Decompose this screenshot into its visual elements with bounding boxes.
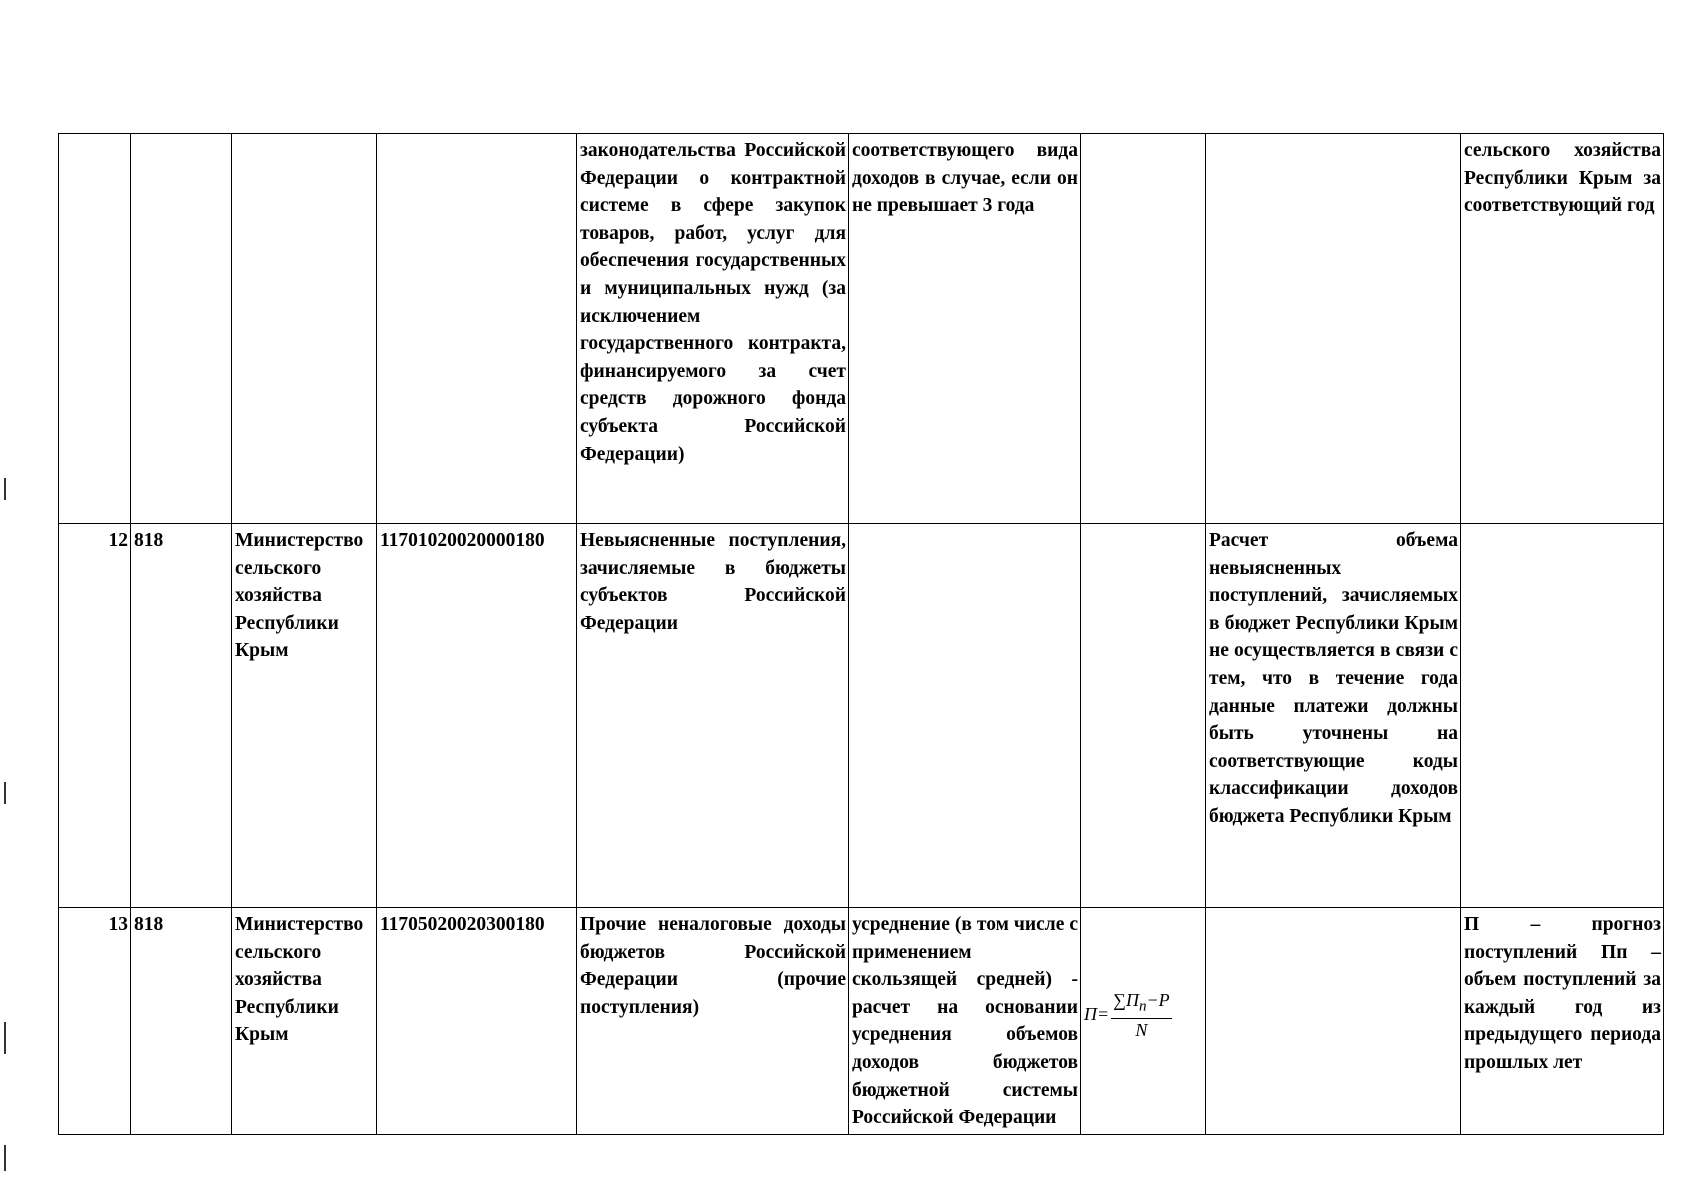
- row-number: 12: [59, 524, 131, 908]
- formula-denominator: N: [1135, 1019, 1148, 1040]
- note-cell: [1206, 134, 1461, 524]
- formula-fraction: [1111, 989, 1172, 1041]
- forecast-formula: [1084, 989, 1203, 1041]
- table-row: [59, 134, 1664, 524]
- administrator-cell: Министерство сельского хозяйства Республики Крым: [232, 908, 377, 1135]
- revenue-name-cell: Невыясненные поступления, зачисляемые в бюджеты субъектов Российской Федерации: [577, 524, 849, 908]
- row-number: 13: [59, 908, 131, 1135]
- formula-cell: [1081, 908, 1206, 1135]
- formula-numerator: [1111, 989, 1172, 1019]
- administrator-cell: [232, 134, 377, 524]
- formula-minus-term: −P: [1146, 990, 1170, 1010]
- method-cell: соответствующего вида доходов в случае, если он не превышает 3 года: [849, 134, 1081, 524]
- formula-lhs: П=: [1084, 1004, 1110, 1024]
- code-cell: 818: [131, 908, 232, 1135]
- kbk-cell: [377, 134, 577, 524]
- revenue-forecast-table: [58, 133, 1664, 1135]
- description-cell: П – прогноз поступлений Пп – объем поступлений за каждый год из предыдущего периода прошлых лет: [1461, 908, 1664, 1135]
- scan-artifact-mark: [4, 782, 6, 804]
- formula-cell: [1081, 134, 1206, 524]
- table-row: [59, 908, 1664, 1135]
- row-number: [59, 134, 131, 524]
- scan-artifact-mark: [4, 1022, 6, 1054]
- table-row: [59, 524, 1664, 908]
- formula-cell: [1081, 524, 1206, 908]
- kbk-cell: 11705020020300180: [377, 908, 577, 1135]
- code-cell: 818: [131, 524, 232, 908]
- revenue-name-cell: законодательства Российской Федерации о контрактной системе в сфере закупок товаров, работ, услуг для обеспечения государственных и муниципальных нужд (за исключением государственного контракта, финансируемого за счет средств дорожного фонда субъекта Российской Федерации): [577, 134, 849, 524]
- scan-artifact-mark: [4, 478, 6, 500]
- revenue-name-cell: Прочие неналоговые доходы бюджетов Российской Федерации (прочие поступления): [577, 908, 849, 1135]
- kbk-cell: 11701020020000180: [377, 524, 577, 908]
- method-cell: [849, 524, 1081, 908]
- scan-artifact-mark: [4, 1145, 6, 1171]
- note-cell: [1206, 908, 1461, 1135]
- administrator-cell: Министерство сельского хозяйства Республики Крым: [232, 524, 377, 908]
- method-cell: усреднение (в том числе с применением скользящей средней) - расчет на основании усреднения объемов доходов бюджетов бюджетной системы Российской Федерации: [849, 908, 1081, 1135]
- description-cell: сельского хозяйства Республики Крым за соответствующий год: [1461, 134, 1664, 524]
- description-cell: [1461, 524, 1664, 908]
- formula-subscript: п: [1139, 998, 1147, 1015]
- note-cell: Расчет объема невыясненных поступлений, зачисляемых в бюджет Республики Крым не осуществляется в связи с тем, что в течение года данные платежи должны быть уточнены на соответствующие коды классификации доходов бюджета Республики Крым: [1206, 524, 1461, 908]
- formula-sum: ∑П: [1113, 990, 1139, 1010]
- code-cell: [131, 134, 232, 524]
